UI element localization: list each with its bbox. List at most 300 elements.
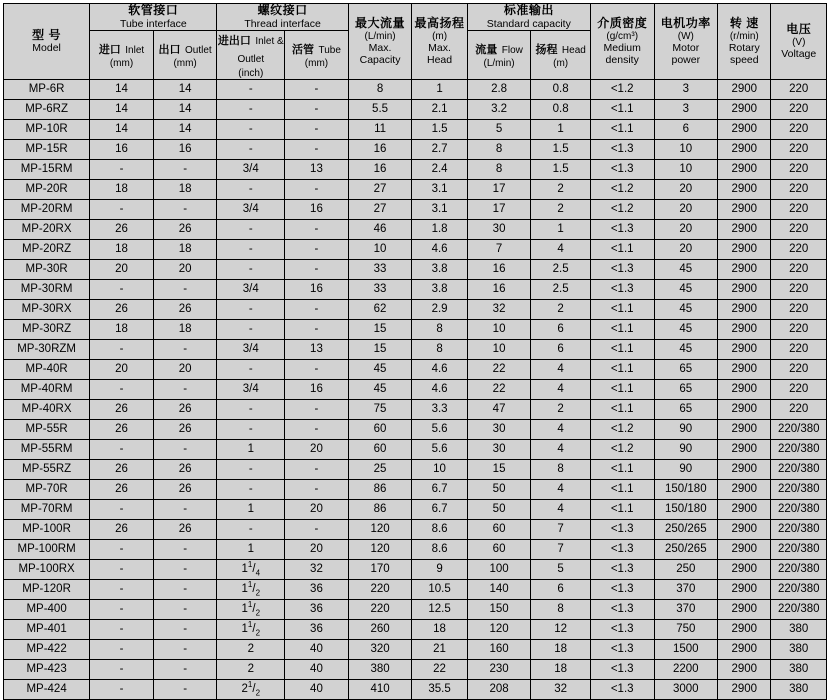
header-max-head: 最高扬程 (m) Max. Head: [412, 4, 467, 80]
header-flow: 流量 Flow (L/min): [467, 30, 531, 79]
cell-motor-power: 150/180: [654, 500, 718, 520]
cell-inlet-outlet-inch: 3/4: [217, 200, 285, 220]
cell-head: 0.8: [531, 100, 591, 120]
cell-inlet: 26: [90, 460, 154, 480]
cell-inlet-outlet-inch: -: [217, 320, 285, 340]
cell-inlet-outlet-inch: -: [217, 300, 285, 320]
cell-inlet-outlet-inch: 2: [217, 660, 285, 680]
cell-inlet-outlet-inch: $2^1/_2$: [217, 680, 285, 700]
table-row: [4, 660, 827, 680]
cell-model: MP-423: [4, 660, 90, 680]
cell-motor-power: 45: [654, 280, 718, 300]
cell-flow: 10: [467, 320, 531, 340]
cell-outlet: -: [153, 500, 217, 520]
cell-inlet: 18: [90, 320, 154, 340]
cell-rotary-speed: 2900: [718, 380, 771, 400]
cell-voltage: 220/380: [771, 540, 827, 560]
cell-head: 7: [531, 540, 591, 560]
cell-flow: 5: [467, 120, 531, 140]
cell-max-head: 8.6: [412, 540, 467, 560]
cell-motor-power: 90: [654, 440, 718, 460]
cell-medium-density: <1.2: [590, 200, 654, 220]
cell-head: 1: [531, 120, 591, 140]
cell-voltage: 220/380: [771, 520, 827, 540]
cell-max-capacity: 27: [348, 200, 412, 220]
cell-medium-density: <1.3: [590, 620, 654, 640]
header-motor-power: 电机功率 (W) Motor power: [654, 4, 718, 80]
table-row: [4, 520, 827, 540]
cell-tube: 40: [285, 640, 349, 660]
cell-medium-density: <1.1: [590, 100, 654, 120]
cell-rotary-speed: 2900: [718, 480, 771, 500]
cell-motor-power: 370: [654, 600, 718, 620]
cell-motor-power: 250: [654, 560, 718, 580]
cell-head: 4: [531, 440, 591, 460]
cell-head: 4: [531, 380, 591, 400]
cell-outlet: 26: [153, 220, 217, 240]
cell-outlet: 16: [153, 140, 217, 160]
cell-inlet: -: [90, 440, 154, 460]
cell-model: MP-20RX: [4, 220, 90, 240]
cell-motor-power: 65: [654, 360, 718, 380]
cell-motor-power: 2200: [654, 660, 718, 680]
cell-max-capacity: 86: [348, 480, 412, 500]
cell-max-capacity: 45: [348, 360, 412, 380]
cell-rotary-speed: 2900: [718, 320, 771, 340]
cell-max-head: 3.1: [412, 180, 467, 200]
cell-flow: 22: [467, 380, 531, 400]
cell-voltage: 380: [771, 660, 827, 680]
cell-inlet: -: [90, 620, 154, 640]
table-row: [4, 600, 827, 620]
cell-medium-density: <1.1: [590, 500, 654, 520]
cell-motor-power: 250/265: [654, 540, 718, 560]
cell-inlet-outlet-inch: -: [217, 420, 285, 440]
cell-flow: 140: [467, 580, 531, 600]
cell-max-head: 8.6: [412, 520, 467, 540]
cell-max-capacity: 86: [348, 500, 412, 520]
cell-motor-power: 90: [654, 460, 718, 480]
cell-model: MP-401: [4, 620, 90, 640]
cell-max-capacity: 120: [348, 520, 412, 540]
cell-tube: -: [285, 80, 349, 100]
cell-outlet: 18: [153, 240, 217, 260]
cell-model: MP-400: [4, 600, 90, 620]
table-row: [4, 560, 827, 580]
cell-max-capacity: 5.5: [348, 100, 412, 120]
cell-voltage: 220: [771, 340, 827, 360]
table-row: [4, 220, 827, 240]
cell-rotary-speed: 2900: [718, 420, 771, 440]
cell-model: MP-100RX: [4, 560, 90, 580]
cell-motor-power: 370: [654, 580, 718, 600]
cell-model: MP-15R: [4, 140, 90, 160]
cell-medium-density: <1.1: [590, 460, 654, 480]
cell-inlet-outlet-inch: 1: [217, 500, 285, 520]
cell-inlet: 26: [90, 300, 154, 320]
cell-medium-density: <1.3: [590, 260, 654, 280]
cell-rotary-speed: 2900: [718, 300, 771, 320]
cell-inlet-outlet-inch: -: [217, 520, 285, 540]
cell-voltage: 220/380: [771, 440, 827, 460]
cell-max-capacity: 45: [348, 380, 412, 400]
cell-head: 4: [531, 480, 591, 500]
table-row: [4, 260, 827, 280]
cell-flow: 60: [467, 540, 531, 560]
cell-rotary-speed: 2900: [718, 500, 771, 520]
cell-inlet-outlet-inch: -: [217, 140, 285, 160]
table-row: [4, 120, 827, 140]
cell-rotary-speed: 2900: [718, 360, 771, 380]
cell-motor-power: 3: [654, 80, 718, 100]
cell-head: 2: [531, 200, 591, 220]
cell-outlet: -: [153, 580, 217, 600]
cell-voltage: 220/380: [771, 420, 827, 440]
cell-medium-density: <1.2: [590, 440, 654, 460]
cell-inlet: 20: [90, 260, 154, 280]
cell-max-head: 21: [412, 640, 467, 660]
cell-medium-density: <1.3: [590, 280, 654, 300]
cell-inlet: -: [90, 280, 154, 300]
table-row: [4, 240, 827, 260]
cell-tube: -: [285, 360, 349, 380]
cell-rotary-speed: 2900: [718, 80, 771, 100]
cell-motor-power: 150/180: [654, 480, 718, 500]
table-row: [4, 280, 827, 300]
table-header: [4, 4, 827, 80]
cell-max-head: 22: [412, 660, 467, 680]
cell-rotary-speed: 2900: [718, 100, 771, 120]
cell-head: 32: [531, 680, 591, 700]
table-row: [4, 400, 827, 420]
cell-head: 6: [531, 580, 591, 600]
table-row: [4, 420, 827, 440]
cell-voltage: 220/380: [771, 480, 827, 500]
cell-max-head: 10: [412, 460, 467, 480]
cell-max-head: 8: [412, 340, 467, 360]
cell-inlet-outlet-inch: 3/4: [217, 340, 285, 360]
cell-inlet-outlet-inch: 3/4: [217, 380, 285, 400]
cell-medium-density: <1.1: [590, 380, 654, 400]
cell-inlet-outlet-inch: -: [217, 220, 285, 240]
cell-outlet: 20: [153, 360, 217, 380]
cell-medium-density: <1.1: [590, 320, 654, 340]
cell-inlet: -: [90, 660, 154, 680]
cell-head: 1.5: [531, 140, 591, 160]
cell-tube: -: [285, 400, 349, 420]
cell-inlet-outlet-inch: 3/4: [217, 280, 285, 300]
cell-inlet-outlet-inch: 1: [217, 440, 285, 460]
cell-medium-density: <1.1: [590, 120, 654, 140]
cell-voltage: 220/380: [771, 500, 827, 520]
cell-voltage: 220: [771, 160, 827, 180]
cell-voltage: 220: [771, 200, 827, 220]
cell-voltage: 220: [771, 380, 827, 400]
header-max-capacity: 最大流量 (L/min) Max. Capacity: [348, 4, 412, 80]
cell-max-head: 2.9: [412, 300, 467, 320]
cell-model: MP-55R: [4, 420, 90, 440]
cell-outlet: -: [153, 620, 217, 640]
cell-head: 4: [531, 240, 591, 260]
cell-head: 2: [531, 400, 591, 420]
cell-max-capacity: 10: [348, 240, 412, 260]
cell-flow: 32: [467, 300, 531, 320]
table-body: [4, 80, 827, 700]
cell-medium-density: <1.3: [590, 660, 654, 680]
cell-outlet: -: [153, 340, 217, 360]
cell-inlet: -: [90, 640, 154, 660]
cell-inlet-outlet-inch: 2: [217, 640, 285, 660]
cell-rotary-speed: 2900: [718, 680, 771, 700]
cell-max-capacity: 60: [348, 440, 412, 460]
cell-motor-power: 65: [654, 400, 718, 420]
header-tube: 活管 Tube (mm): [285, 30, 349, 79]
cell-rotary-speed: 2900: [718, 620, 771, 640]
header-tube-interface: 软管接口 Tube interface: [90, 4, 217, 31]
cell-voltage: 220: [771, 300, 827, 320]
table-row: [4, 200, 827, 220]
cell-max-head: 6.7: [412, 500, 467, 520]
cell-outlet: 26: [153, 520, 217, 540]
cell-outlet: -: [153, 200, 217, 220]
cell-model: MP-15RM: [4, 160, 90, 180]
cell-head: 0.8: [531, 80, 591, 100]
cell-outlet: 26: [153, 480, 217, 500]
cell-outlet: 26: [153, 400, 217, 420]
cell-max-capacity: 120: [348, 540, 412, 560]
header-inlet: 进口 Inlet (mm): [90, 30, 154, 79]
table-row: [4, 440, 827, 460]
cell-rotary-speed: 2900: [718, 240, 771, 260]
cell-inlet: 26: [90, 420, 154, 440]
cell-flow: 7: [467, 240, 531, 260]
pump-specification-table: [3, 3, 827, 700]
cell-medium-density: <1.3: [590, 680, 654, 700]
cell-rotary-speed: 2900: [718, 180, 771, 200]
cell-inlet-outlet-inch: -: [217, 260, 285, 280]
cell-inlet-outlet-inch: -: [217, 240, 285, 260]
cell-tube: 36: [285, 600, 349, 620]
cell-inlet: 18: [90, 180, 154, 200]
cell-max-head: 5.6: [412, 420, 467, 440]
cell-model: MP-40R: [4, 360, 90, 380]
cell-flow: 30: [467, 420, 531, 440]
cell-rotary-speed: 2900: [718, 120, 771, 140]
cell-inlet: -: [90, 160, 154, 180]
header-head: 扬程 Head (m): [531, 30, 591, 79]
cell-medium-density: <1.3: [590, 580, 654, 600]
cell-voltage: 220: [771, 100, 827, 120]
cell-medium-density: <1.1: [590, 300, 654, 320]
cell-voltage: 220/380: [771, 580, 827, 600]
cell-medium-density: <1.3: [590, 560, 654, 580]
cell-rotary-speed: 2900: [718, 520, 771, 540]
cell-voltage: 220/380: [771, 560, 827, 580]
cell-flow: 30: [467, 220, 531, 240]
cell-flow: 17: [467, 180, 531, 200]
cell-flow: 47: [467, 400, 531, 420]
table-row: [4, 360, 827, 380]
cell-max-head: 3.8: [412, 260, 467, 280]
cell-inlet-outlet-inch: -: [217, 120, 285, 140]
cell-motor-power: 20: [654, 200, 718, 220]
cell-rotary-speed: 2900: [718, 580, 771, 600]
header-inlet-outlet-inch: 进出口 Inlet & Outlet (inch): [217, 30, 285, 79]
table-row: [4, 300, 827, 320]
cell-voltage: 220: [771, 80, 827, 100]
cell-model: MP-55RM: [4, 440, 90, 460]
cell-voltage: 220: [771, 140, 827, 160]
cell-tube: -: [285, 460, 349, 480]
cell-rotary-speed: 2900: [718, 600, 771, 620]
cell-max-head: 5.6: [412, 440, 467, 460]
cell-medium-density: <1.2: [590, 80, 654, 100]
cell-inlet-outlet-inch: -: [217, 80, 285, 100]
cell-inlet: -: [90, 580, 154, 600]
cell-inlet-outlet-inch: -: [217, 360, 285, 380]
cell-motor-power: 20: [654, 180, 718, 200]
cell-outlet: -: [153, 380, 217, 400]
cell-inlet: -: [90, 540, 154, 560]
cell-flow: 10: [467, 340, 531, 360]
cell-outlet: -: [153, 680, 217, 700]
table-row: [4, 340, 827, 360]
cell-voltage: 220/380: [771, 600, 827, 620]
cell-inlet-outlet-inch: 1: [217, 540, 285, 560]
cell-tube: 16: [285, 280, 349, 300]
cell-max-capacity: 260: [348, 620, 412, 640]
cell-inlet: 20: [90, 360, 154, 380]
cell-model: MP-6RZ: [4, 100, 90, 120]
cell-max-head: 2.7: [412, 140, 467, 160]
cell-medium-density: <1.3: [590, 600, 654, 620]
cell-motor-power: 20: [654, 240, 718, 260]
cell-inlet: 26: [90, 400, 154, 420]
cell-model: MP-10R: [4, 120, 90, 140]
cell-tube: 20: [285, 540, 349, 560]
cell-rotary-speed: 2900: [718, 280, 771, 300]
cell-max-head: 3.3: [412, 400, 467, 420]
cell-inlet: 16: [90, 140, 154, 160]
cell-motor-power: 6: [654, 120, 718, 140]
cell-outlet: -: [153, 640, 217, 660]
cell-flow: 8: [467, 140, 531, 160]
cell-max-head: 9: [412, 560, 467, 580]
cell-max-capacity: 170: [348, 560, 412, 580]
cell-max-head: 35.5: [412, 680, 467, 700]
cell-max-head: 6.7: [412, 480, 467, 500]
cell-tube: 20: [285, 440, 349, 460]
cell-head: 12: [531, 620, 591, 640]
cell-flow: 150: [467, 600, 531, 620]
cell-max-head: 1.5: [412, 120, 467, 140]
cell-inlet: -: [90, 560, 154, 580]
cell-voltage: 220: [771, 120, 827, 140]
cell-max-capacity: 15: [348, 340, 412, 360]
cell-head: 6: [531, 340, 591, 360]
cell-tube: -: [285, 180, 349, 200]
cell-max-capacity: 27: [348, 180, 412, 200]
table-row: [4, 80, 827, 100]
cell-inlet-outlet-inch: $1^1/_2$: [217, 580, 285, 600]
table-row: [4, 480, 827, 500]
cell-flow: 120: [467, 620, 531, 640]
table-row: [4, 500, 827, 520]
cell-inlet: -: [90, 600, 154, 620]
cell-max-head: 1: [412, 80, 467, 100]
cell-head: 2: [531, 300, 591, 320]
cell-inlet: 14: [90, 120, 154, 140]
cell-flow: 60: [467, 520, 531, 540]
cell-voltage: 380: [771, 620, 827, 640]
cell-inlet-outlet-inch: -: [217, 460, 285, 480]
cell-tube: -: [285, 120, 349, 140]
cell-max-capacity: 380: [348, 660, 412, 680]
header-medium-density: 介质密度 (g/cm³) Medium density: [590, 4, 654, 80]
cell-voltage: 220/380: [771, 460, 827, 480]
cell-head: 2: [531, 180, 591, 200]
cell-model: MP-40RX: [4, 400, 90, 420]
cell-tube: 13: [285, 160, 349, 180]
cell-inlet: -: [90, 380, 154, 400]
table-row: [4, 100, 827, 120]
cell-medium-density: <1.2: [590, 420, 654, 440]
cell-tube: 16: [285, 200, 349, 220]
cell-outlet: 18: [153, 320, 217, 340]
cell-motor-power: 750: [654, 620, 718, 640]
cell-flow: 22: [467, 360, 531, 380]
cell-flow: 50: [467, 500, 531, 520]
cell-inlet: 14: [90, 100, 154, 120]
cell-rotary-speed: 2900: [718, 560, 771, 580]
cell-model: MP-30RZ: [4, 320, 90, 340]
header-voltage: 电压 (V) Voltage: [771, 4, 827, 80]
cell-rotary-speed: 2900: [718, 260, 771, 280]
cell-max-head: 4.6: [412, 380, 467, 400]
cell-max-capacity: 46: [348, 220, 412, 240]
table-row: [4, 180, 827, 200]
cell-medium-density: <1.1: [590, 480, 654, 500]
cell-medium-density: <1.3: [590, 640, 654, 660]
header-outlet: 出口 Outlet (mm): [153, 30, 217, 79]
cell-head: 18: [531, 640, 591, 660]
cell-medium-density: <1.1: [590, 360, 654, 380]
cell-model: MP-55RZ: [4, 460, 90, 480]
cell-inlet: 18: [90, 240, 154, 260]
cell-flow: 17: [467, 200, 531, 220]
cell-flow: 8: [467, 160, 531, 180]
cell-medium-density: <1.3: [590, 220, 654, 240]
cell-voltage: 380: [771, 680, 827, 700]
cell-head: 2.5: [531, 260, 591, 280]
cell-model: MP-70RM: [4, 500, 90, 520]
cell-inlet: 14: [90, 80, 154, 100]
cell-tube: -: [285, 220, 349, 240]
cell-head: 7: [531, 520, 591, 540]
cell-max-capacity: 220: [348, 580, 412, 600]
cell-medium-density: <1.1: [590, 340, 654, 360]
cell-outlet: -: [153, 560, 217, 580]
header-thread-interface: 螺纹接口 Thread interface: [217, 4, 348, 31]
cell-flow: 2.8: [467, 80, 531, 100]
cell-max-head: 3.8: [412, 280, 467, 300]
cell-outlet: 14: [153, 100, 217, 120]
cell-model: MP-20RM: [4, 200, 90, 220]
table-row: [4, 380, 827, 400]
cell-tube: 32: [285, 560, 349, 580]
cell-model: MP-100R: [4, 520, 90, 540]
table-row: [4, 320, 827, 340]
